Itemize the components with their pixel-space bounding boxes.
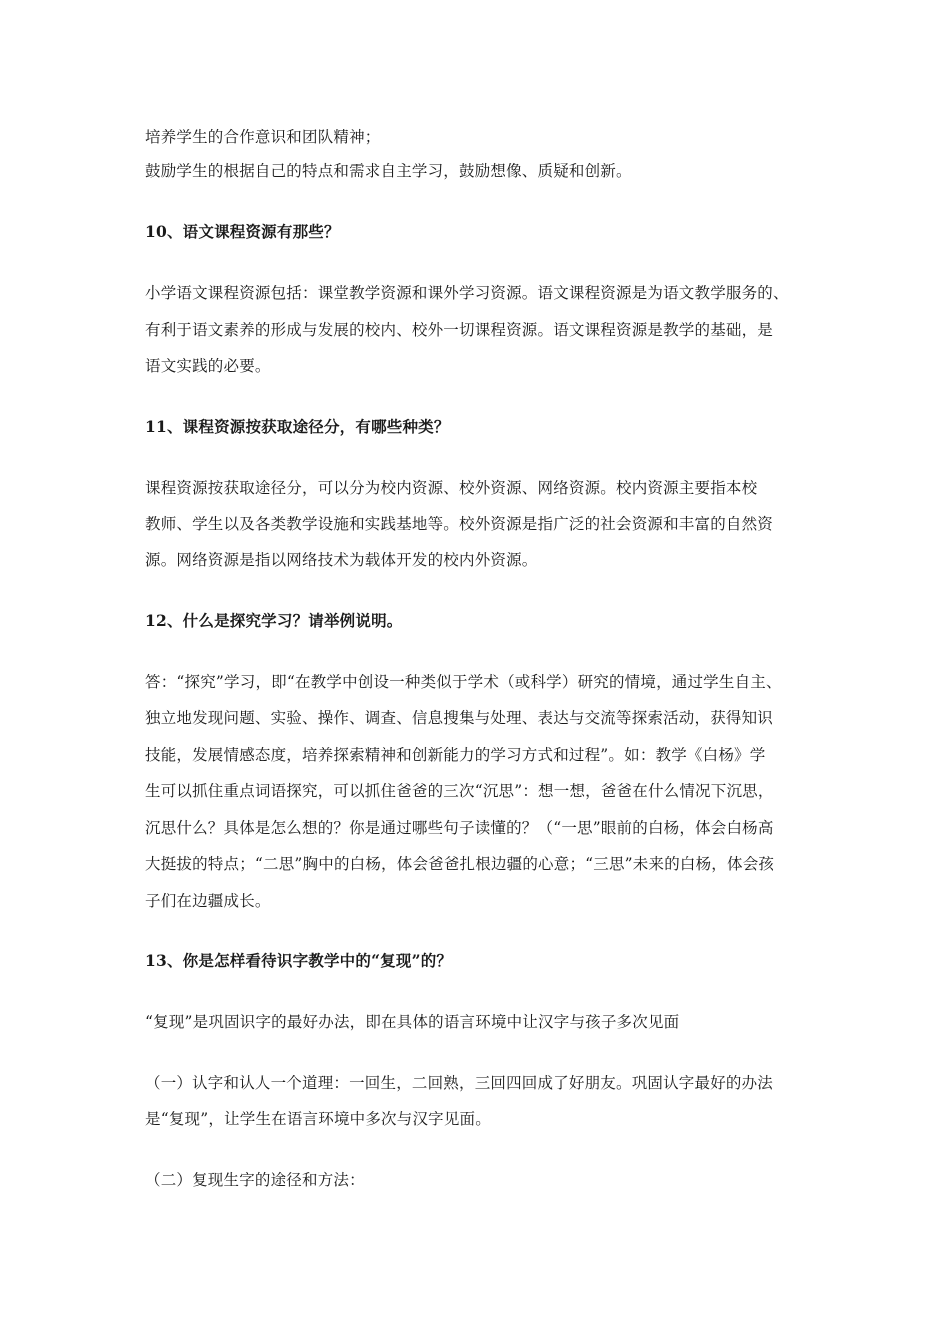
paragraph-line: 小学语文课程资源包括：课堂教学资源和课外学习资源。语文课程资源是为语文教学服务的、	[145, 284, 789, 302]
paragraph-line: 子们在边疆成长。	[145, 892, 271, 910]
paragraph-line: 语文实践的必要。	[145, 357, 271, 375]
paragraph-line: 是“复现”，让学生在语言环境中多次与汉字见面。	[145, 1110, 491, 1128]
paragraph-line: 培养学生的合作意识和团队精神；	[145, 128, 381, 146]
question-heading: 13、你是怎样看待识字教学中的“复现”的？	[145, 951, 453, 970]
paragraph-line: （一）认字和认人一个道理：一回生，二回熟，三回四回成了好朋友。巩固认字最好的办法	[145, 1074, 774, 1092]
paragraph-line: 答：“探究”学习，即“在教学中创设一种类似于学术（或科学）研究的情境，通过学生自主、	[145, 673, 782, 691]
question-heading: 10、语文课程资源有那些？	[145, 222, 340, 241]
paragraph-line: 有利于语文素养的形成与发展的校内、校外一切课程资源。语文课程资源是教学的基础，是	[145, 321, 774, 339]
paragraph-line: 生可以抓住重点词语探究，可以抓住爸爸的三次“沉思”：想一想，爸爸在什么情况下沉思，	[145, 782, 774, 800]
paragraph-line: （二）复现生字的途径和方法：	[145, 1171, 365, 1189]
question-heading: 11、课程资源按获取途径分，有哪些种类？	[145, 417, 450, 436]
paragraph-line: “复现”是巩固识字的最好办法，即在具体的语言环境中让汉字与孩子多次见面	[145, 1013, 680, 1031]
paragraph-line: 课程资源按获取途径分，可以分为校内资源、校外资源、网络资源。校内资源主要指本校	[145, 479, 758, 497]
paragraph-line: 沉思什么？具体是怎么想的？你是通过哪些句子读懂的？（“一思”眼前的白杨，体会白杨高	[145, 819, 774, 837]
paragraph-line: 技能，发展情感态度，培养探索精神和创新能力的学习方式和过程”。如：教学《白杨》学	[145, 746, 766, 764]
paragraph-line: 鼓励学生的根据自己的特点和需求自主学习，鼓励想像、质疑和创新。	[145, 162, 632, 180]
paragraph-line: 大挺拔的特点；“二思”胸中的白杨，体会爸爸扎根边疆的心意；“三思”未来的白杨，体会孩	[145, 855, 775, 873]
paragraph-line: 独立地发现问题、实验、操作、调查、信息搜集与处理、表达与交流等探索活动，获得知识	[145, 709, 774, 727]
question-heading: 12、什么是探究学习？请举例说明。	[145, 611, 403, 630]
paragraph-line: 源。网络资源是指以网络技术为载体开发的校内外资源。	[145, 551, 538, 569]
paragraph-line: 教师、学生以及各类教学设施和实践基地等。校外资源是指广泛的社会资源和丰富的自然资	[145, 515, 774, 533]
